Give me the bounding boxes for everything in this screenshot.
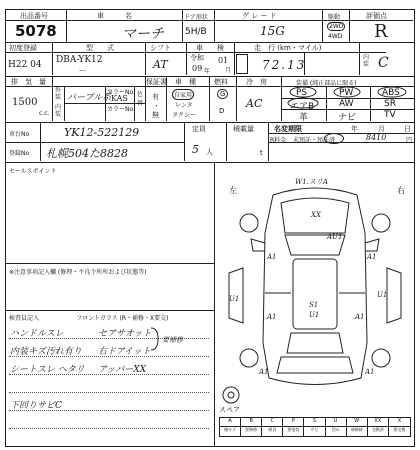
legend-table xyxy=(219,417,411,437)
warranty-dot: ・ xyxy=(153,102,160,110)
spare-label: スペア xyxy=(219,406,240,414)
note-4: 下回りサビC xyxy=(10,401,62,411)
auction-sheet xyxy=(5,3,415,447)
score-label: 評価点 xyxy=(366,12,387,20)
legend-code: U xyxy=(326,418,347,427)
color-no: KAS xyxy=(111,94,128,103)
year-label: 年 xyxy=(351,125,358,133)
mark-u1-right: U1 xyxy=(377,291,388,299)
mark-a1-door-left: A1 xyxy=(267,313,277,321)
spare-tire-icon xyxy=(221,385,241,405)
note-right-3: アッパーXX xyxy=(98,365,147,375)
right-side-label: 右 xyxy=(397,186,405,195)
legend-desc: 要修修 xyxy=(241,427,262,436)
car-name: マーチ xyxy=(122,26,164,42)
lot-number: 5078 xyxy=(15,22,57,40)
displacement-unit: c.c. xyxy=(39,110,50,117)
car-name-label: 車 名 xyxy=(97,12,132,20)
capacity-label: 定員 xyxy=(192,125,206,133)
doors: 5H/B xyxy=(185,27,207,37)
grade: 15G xyxy=(260,24,285,38)
shift-label: シフト xyxy=(150,44,171,52)
legend-desc: 要交換 xyxy=(393,427,406,432)
mark-a1-left: A1 xyxy=(267,253,277,261)
inspection-month-unit: 月 xyxy=(225,67,232,74)
legend-desc: サビ xyxy=(304,427,325,436)
interior-color-label: 内装 xyxy=(55,104,62,118)
bracket-mark xyxy=(150,326,162,352)
warranty-label: 保証書 xyxy=(146,78,167,86)
color: パープル系 xyxy=(67,93,112,103)
legend-code: XX xyxy=(368,418,389,427)
mileage-box xyxy=(236,54,248,74)
reg: 札幌504た8828 xyxy=(46,147,128,160)
inspection-year-unit: 年 xyxy=(204,68,211,75)
mark-s1: S1 xyxy=(309,301,319,309)
recycle-amount: 8410 xyxy=(366,133,387,142)
color-no-label-2: カラーNo. xyxy=(107,106,135,113)
model-sub: ー xyxy=(78,66,86,75)
exterior-label: 外装 xyxy=(55,87,62,101)
diagram-panel xyxy=(215,163,415,447)
glass-label: フロントガラス (R・補修・X要交) xyxy=(76,315,169,322)
first-reg: H22 04 xyxy=(8,60,42,70)
car-type-2: レンタ xyxy=(175,102,193,109)
legend-desc: 線キズ xyxy=(220,427,241,436)
car-type-label: 車 種 xyxy=(175,78,196,86)
color-change-label: 色替 xyxy=(137,91,144,107)
capacity: 5 xyxy=(192,143,199,156)
recycle-circle xyxy=(324,133,344,144)
score: R xyxy=(374,21,388,42)
load-label: 積載量 xyxy=(233,125,254,133)
name-change-label: 名変期限 xyxy=(274,125,302,133)
car-type: 自家用 xyxy=(172,89,194,100)
lower-left-panel xyxy=(5,163,215,447)
fuel-d: D xyxy=(219,107,225,115)
doors-label: ドア形状 xyxy=(184,14,208,21)
left-side-label: 左 xyxy=(229,186,237,195)
ac-label: 冷 房 xyxy=(246,78,267,86)
equip-sr: SR xyxy=(384,99,396,109)
mark-a1-door-right: A1 xyxy=(355,313,365,321)
warranty-no: 無 xyxy=(152,111,159,119)
load-unit: t xyxy=(260,149,263,157)
lot-label: 出品番号 xyxy=(20,12,48,20)
capacity-unit: 人 xyxy=(206,148,213,156)
recycle-status: 未預託・預託済 xyxy=(293,137,336,144)
yen-label: 円 xyxy=(406,137,413,144)
interior-grade: C xyxy=(378,55,389,71)
inspection-year: 09 xyxy=(192,64,203,73)
row3 xyxy=(5,77,415,123)
equip-ps: PS xyxy=(296,88,308,98)
drive-2wd: 2WD xyxy=(329,23,344,30)
chassis-label: 車台No xyxy=(9,131,30,138)
legend-desc: 要塗装 xyxy=(283,427,304,436)
note-2: 内装キズ汚れ有り xyxy=(10,347,82,357)
inspection-month: 01 xyxy=(218,56,229,65)
equip-circles xyxy=(281,86,414,121)
inspection-era: 令和 xyxy=(190,54,204,62)
legend-code: C xyxy=(262,418,283,427)
legend-desc: 凹み xyxy=(326,427,347,436)
header-row xyxy=(67,9,415,43)
inspector-label: 検査員記入 xyxy=(9,315,40,322)
row2 xyxy=(5,43,415,77)
car-diagram xyxy=(215,173,415,398)
legend-code: B xyxy=(241,418,262,427)
month-label: 月 xyxy=(378,125,385,133)
model-label: 型 式 xyxy=(86,44,114,52)
drive-label: 駆動 xyxy=(328,14,341,21)
reg-label: 登録No xyxy=(9,150,30,157)
row4 xyxy=(5,123,415,163)
equip-tv: TV xyxy=(384,110,396,120)
legend-desc: 補修跡 xyxy=(347,427,368,436)
top-mark: W1.スリA xyxy=(295,178,328,186)
equip-navi: ナビ xyxy=(338,113,357,123)
warranty-yes: 有 xyxy=(152,93,159,101)
first-reg-label: 初度登録 xyxy=(9,44,37,52)
mark-xx: XX xyxy=(311,211,321,219)
note-3: シートスレ ヘタリ xyxy=(10,365,85,375)
equip-abs: ABS xyxy=(382,88,400,98)
legend-code: P xyxy=(283,418,304,427)
mark-u1-center: U1 xyxy=(309,311,320,319)
equip-airbag: エアB xyxy=(290,102,315,112)
legend-code: W xyxy=(347,418,368,427)
equip-aw: AW xyxy=(339,99,354,109)
legend-desc: 腐食 xyxy=(262,427,283,436)
mark-a1-right: A1 xyxy=(367,253,377,261)
lot-box xyxy=(5,9,67,43)
mark-a1-rear-left: A1 xyxy=(259,368,269,376)
interior-label: 内装 xyxy=(363,54,370,68)
note-1: ハンドルスレ xyxy=(10,329,64,339)
notes-label: ※注意事項記入欄 (修理・不良个所所および状態等) xyxy=(9,269,147,276)
fuel-label: 燃料 xyxy=(214,78,228,86)
legend-code: S xyxy=(304,418,325,427)
recycle-label: R料金 xyxy=(270,137,287,144)
displacement-label: 排 気 量 xyxy=(11,78,46,86)
fuel-g: G xyxy=(217,89,228,99)
bracket-note: 要補修 xyxy=(162,336,183,344)
legend-desc: 交換済 xyxy=(368,427,389,436)
mileage: 72.13 xyxy=(262,58,307,72)
legend-code: A xyxy=(220,418,241,427)
mileage-label: 走 行 (km・マイル) xyxy=(254,44,322,52)
displacement: 1500 xyxy=(12,97,38,108)
note-right-1: セアサオット xyxy=(98,329,152,339)
grade-label: グ レ ー ド xyxy=(242,12,277,20)
shift: AT xyxy=(153,58,168,71)
mark-u1-left: U1 xyxy=(229,295,240,303)
ac: AC xyxy=(246,97,263,110)
drive-4wd: 4WD xyxy=(328,33,343,40)
mark-au1: AU1 xyxy=(327,233,343,241)
sales-point-label: セールスポイント xyxy=(9,168,57,175)
model: DBA-YK12 xyxy=(56,55,103,65)
note-right-2: 右ドアイット xyxy=(98,347,151,357)
equip-label: 装備 (純正部品に限る) xyxy=(296,80,357,87)
inspection-label: 車 検 xyxy=(196,44,224,52)
legend-code: X xyxy=(389,418,410,427)
equip-pw: PW xyxy=(339,88,354,98)
car-type-3: タクシー xyxy=(172,112,197,119)
equip-leather: 革 xyxy=(299,113,309,123)
chassis: YK12-522129 xyxy=(64,126,140,139)
color-no-label: カラーNo. xyxy=(107,89,135,96)
day-label: 日 xyxy=(404,125,411,133)
mark-a1-rear-right: A1 xyxy=(365,368,375,376)
